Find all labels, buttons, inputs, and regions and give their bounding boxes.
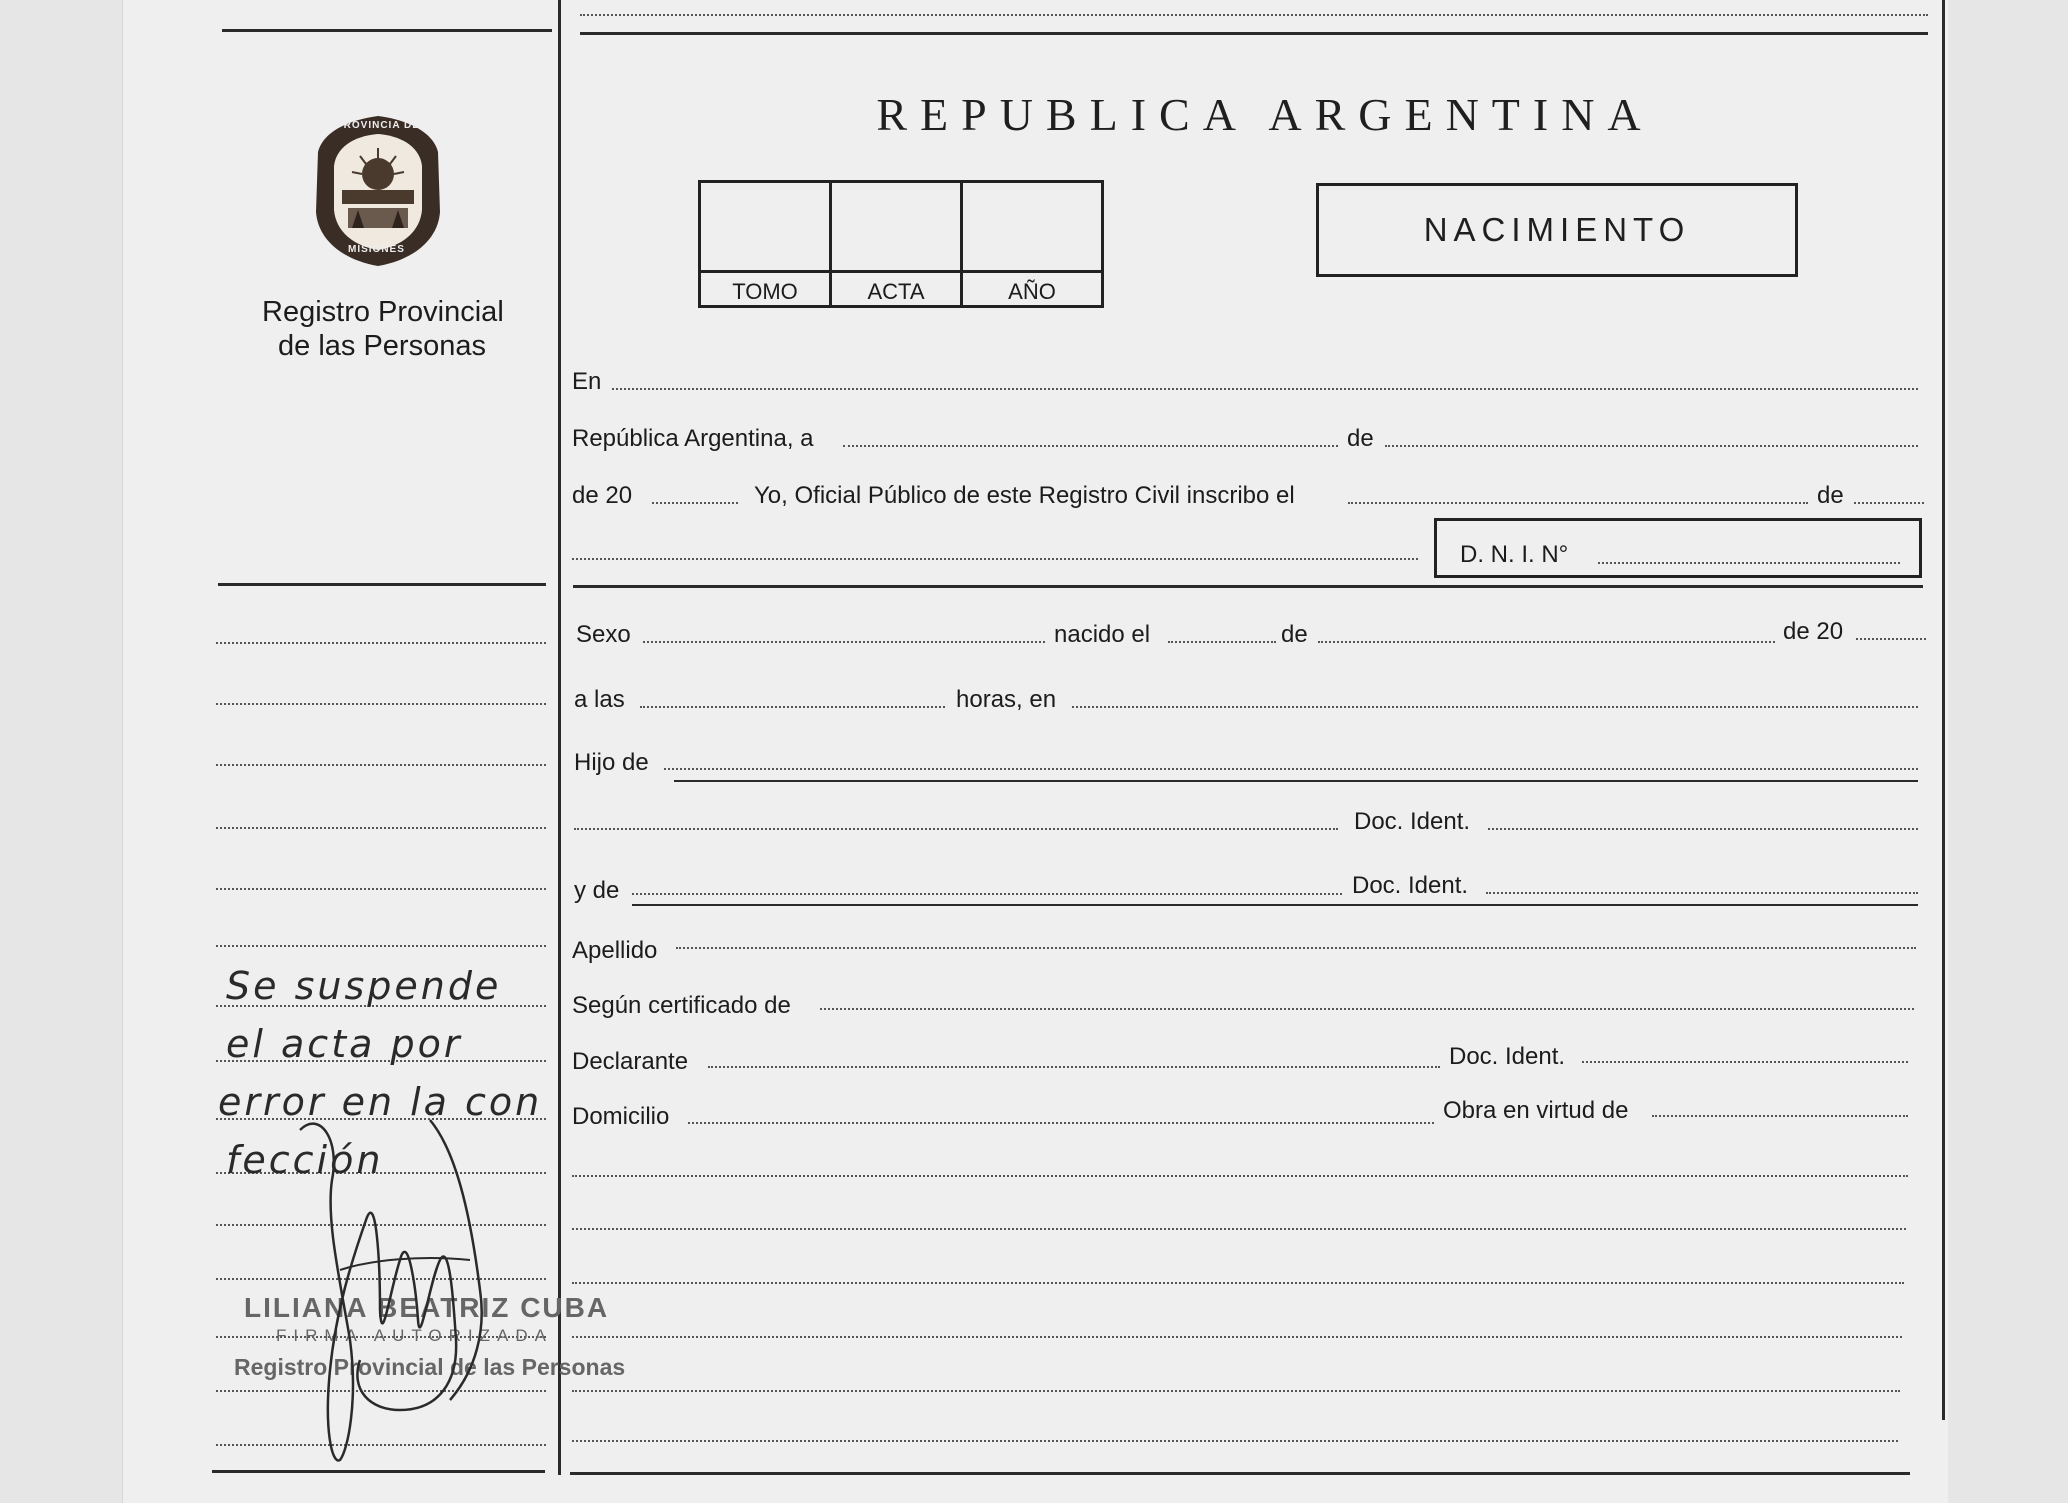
sexo-label: Sexo <box>576 621 631 648</box>
father-line <box>664 768 1918 770</box>
acta-label: ACTA <box>867 279 925 304</box>
top-right-rule <box>580 32 1928 35</box>
bottom-left-rule <box>212 1470 545 1473</box>
annotation-line-3: error en la con <box>218 1080 543 1124</box>
seal-bottom-text: MISIONES <box>348 244 405 255</box>
de20-label-2: de 20 <box>1783 618 1844 645</box>
registry-name-line1: Registro Provincial <box>262 296 504 328</box>
margin-line-3 <box>216 764 546 766</box>
en-line <box>612 388 1918 390</box>
year-line-1 <box>652 502 738 504</box>
apellido-label: Apellido <box>572 937 658 964</box>
margin-line-2 <box>216 703 546 705</box>
margin-line-6 <box>216 945 546 947</box>
record-number-grid <box>698 180 1104 308</box>
stamp-office: Registro Provincial de las Personas <box>234 1354 626 1380</box>
doc-ident-label-3: Doc. Ident. <box>1449 1043 1566 1070</box>
father-doc-line <box>1488 828 1918 830</box>
nacido-label: nacido el <box>1054 621 1151 648</box>
record-type-box: NACIMIENTO <box>1316 183 1798 277</box>
tomo-label: TOMO <box>732 279 798 304</box>
birth-month-line <box>1318 641 1775 643</box>
extra-line-3 <box>572 1282 1904 1284</box>
annotation-line-2: el acta por <box>226 1022 463 1066</box>
top-dots <box>580 14 1928 16</box>
dni-line <box>1598 562 1900 564</box>
domicilio-label: Domicilio <box>572 1103 670 1130</box>
extra-line-1 <box>572 1175 1908 1177</box>
right-border <box>1942 0 1945 1420</box>
inscribe-month-line <box>1854 502 1924 504</box>
en-label: En <box>572 368 602 395</box>
obra-label: Obra en virtud de <box>1443 1097 1629 1124</box>
annotation-line-4: fección <box>226 1138 384 1182</box>
birth-year-line <box>1856 638 1926 640</box>
month-line <box>1385 445 1918 447</box>
left-header-rule <box>218 583 546 586</box>
extra-line-6 <box>572 1440 1898 1442</box>
seal-top-text: PROVINCIA DE <box>336 120 420 131</box>
form-header-rule <box>573 585 1923 588</box>
declarante-label: Declarante <box>572 1048 689 1075</box>
mother-line <box>632 893 1342 895</box>
segun-label: Según certificado de <box>572 992 791 1019</box>
margin-line-5 <box>216 888 546 890</box>
declarante-line <box>708 1066 1440 1068</box>
oficial-label: Yo, Oficial Público de este Registro Civil inscribo el <box>754 482 1295 509</box>
father-name-line <box>574 828 1338 830</box>
birth-day-line <box>1168 641 1276 643</box>
name-line <box>572 558 1418 560</box>
registry-name-line2: de las Personas <box>278 330 486 362</box>
alas-label: a las <box>574 686 625 713</box>
apellido-line <box>676 947 1916 949</box>
de20-label-1: de 20 <box>572 482 633 509</box>
yde-label: y de <box>574 877 620 904</box>
father-underline <box>674 780 1918 782</box>
stamp-role: FIRMA AUTORIZADA <box>276 1326 553 1345</box>
de-label-1: de <box>1347 425 1374 452</box>
segun-line <box>820 1008 1914 1010</box>
place-line <box>1072 706 1918 708</box>
extra-line-4 <box>572 1336 1902 1338</box>
doc-ident-label-1: Doc. Ident. <box>1354 808 1471 835</box>
dni-label: D. N. I. N° <box>1460 541 1569 568</box>
hijo-label: Hijo de <box>574 749 649 776</box>
anio-label: AÑO <box>1008 279 1056 304</box>
sexo-line <box>643 641 1045 643</box>
signature <box>280 1110 510 1470</box>
doc-ident-label-2: Doc. Ident. <box>1352 872 1469 899</box>
obra-line <box>1652 1115 1908 1117</box>
declarante-doc-line <box>1582 1061 1908 1063</box>
inscribe-date-line <box>1348 502 1808 504</box>
annotation-line-1: Se suspende <box>226 964 502 1008</box>
republica-label: República Argentina, a <box>572 425 814 452</box>
domicilio-line <box>688 1122 1434 1124</box>
top-left-rule <box>222 29 552 32</box>
day-line <box>843 445 1338 447</box>
hour-line <box>640 706 945 708</box>
horas-label: horas, en <box>956 686 1057 713</box>
extra-line-2 <box>572 1228 1906 1230</box>
de-label-2: de <box>1817 482 1844 509</box>
de-label-3: de <box>1281 621 1308 648</box>
mother-underline <box>632 904 1918 906</box>
column-divider <box>558 0 561 1475</box>
margin-line-4 <box>216 827 546 829</box>
page-title: REPUBLICA ARGENTINA <box>876 89 1654 140</box>
margin-line-1 <box>216 642 546 644</box>
extra-line-5 <box>572 1390 1900 1392</box>
stamp-name: LILIANA BEATRIZ CUBA <box>244 1292 610 1323</box>
mother-doc-line <box>1486 892 1918 894</box>
bottom-right-rule <box>570 1472 1910 1475</box>
